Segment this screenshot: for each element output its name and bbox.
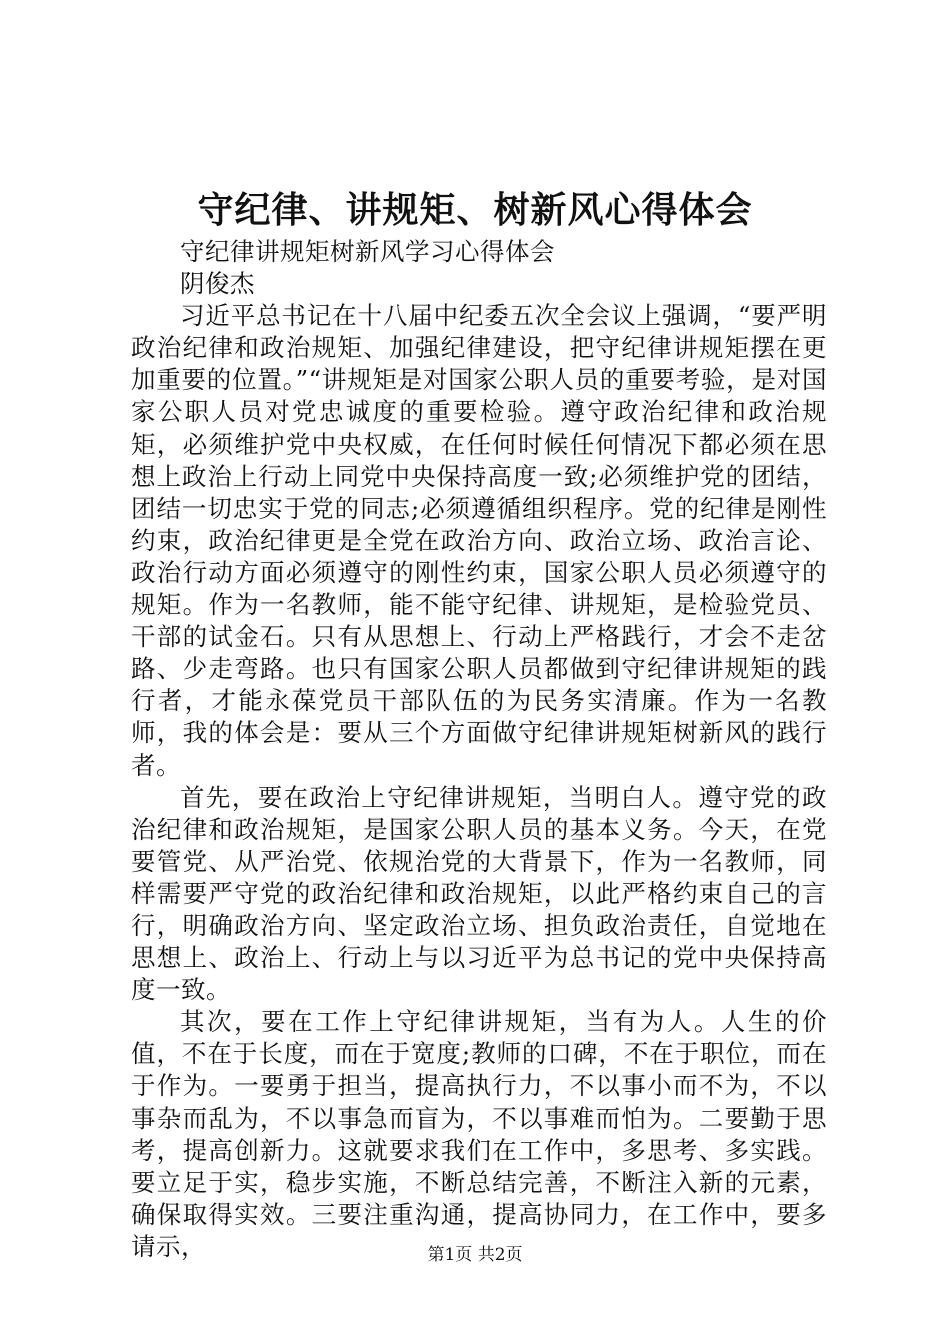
page-number-footer: 第1页 共2页 — [427, 1245, 523, 1265]
body-paragraph-1: 习近平总书记在十八届中纪委五次全会议上强调，“要严明政治纪律和政治规矩、加强纪律建设，把守纪律讲规矩摆在更加重要的位置。”“讲规矩是对国家公职人员的重要考验，是对国家公职人员对党忠诚度的重要检验。遵守政治纪律和政治规矩，必须维护党中央权威，在任何时候任何情况下都必须在思想上政治上行动上同党中央保持高度一致;必须维护党的团结，团结一切忠实于党的同志;必须遵循组织程序。党的纪律是刚性约束，政治纪律更是全党在政治方向、政治立场、政治言论、政治行动方面必须遵守的刚性约束，国家公职人员必须遵守的规矩。作为一名教师，能不能守纪律、讲规矩，是检验党员、干部的试金石。只有从思想上、行动上严格践行，才会不走岔路、少走弯路。也只有国家公职人员都做到守纪律讲规矩的践行者，才能永葆党员干部队伍的为民务实清廉。作为一名教师，我的体会是：要从三个方面做守纪律讲规矩树新风的践行者。 — [131, 301, 827, 780]
document-subtitle: 守纪律讲规矩树新风学习心得体会 — [180, 237, 555, 266]
document-author: 阴俊杰 — [180, 269, 255, 299]
body-paragraph-2: 首先，要在政治上守纪律讲规矩，当明白人。遵守党的政治纪律和政治规矩，是国家公职人员的基本义务。今天，在党要管党、从严治党、依规治党的大背景下，作为一名教师，同样需要严守党的政治纪律和政治规矩，以此严格约束自己的言行，明确政治方向、坚定政治立场、担负政治责任，自觉地在思想上、政治上、行动上与以习近平为总书记的党中央保持高度一致。 — [131, 782, 827, 1005]
document-title: 守纪律、讲规矩、树新风心得体会 — [197, 189, 753, 231]
body-paragraph-3: 其次，要在工作上守纪律讲规矩，当有为人。人生的价值，不在于长度，而在于宽度;教师的口碑，不在于职位，而在于作为。一要勇于担当，提高执行力，不以事小而不为，不以事杂而乱为，不以事急而盲为，不以事难而怕为。二要勤于思考，提高创新力。这就要求我们在工作中，多思考、多实践。要立足于实，稳步实施，不断总结完善，不断注入新的元素，确保取得实效。三要注重沟通，提高协同力，在工作中，要多请示， — [131, 1007, 827, 1261]
document-body — [131, 236, 827, 1263]
